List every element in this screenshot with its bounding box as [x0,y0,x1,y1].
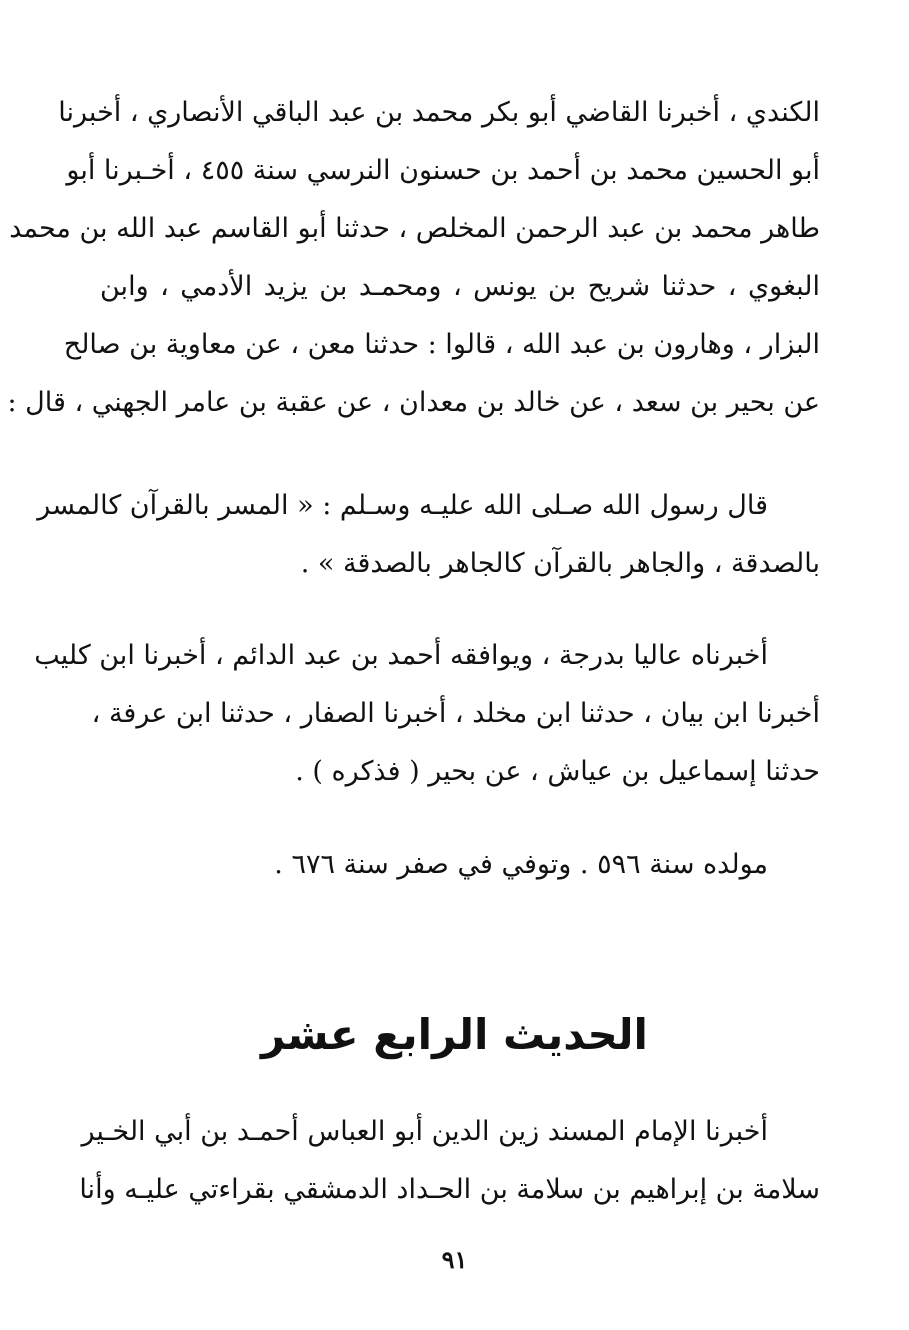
text-line: أخبرنا الإمام المسند زين الدين أبو العباس أحمـد بن أبي الخـير [81,1116,768,1147]
text-line: أخبرناه عاليا بدرجة ، ويوافقه أحمد بن عبد الدائم ، أخبرنا ابن كليب [34,640,768,671]
text-line: حدثنا إسماعيل بن عياش ، عن بحير ( فذكره ) . [295,756,820,787]
paragraph-alternate-chain [34,627,820,801]
text-line: البغوي ، حدثنا شريح بن يونس ، ومحمـد بن يزيد الأدمي ، وابن [100,271,820,302]
text-line: البزار ، وهارون بن عبد الله ، قالوا : حدثنا معن ، عن معاوية بن صالح [63,329,820,360]
text-line: قال رسول الله صـلى الله عليـه وسـلم : « المسر بالقرآن كالمسر [37,490,768,521]
text-line: بالصدقة ، والجاهر بالقرآن كالجاهر بالصدقة » . [300,548,820,579]
section-heading: الحديث الرابع عشر [261,1010,648,1059]
text-line: سلامة بن إبراهيم بن سلامة بن الحـداد الدمشقي بقراءتي عليـه وأنا [79,1174,820,1205]
text-line: أبو الحسين محمد بن أحمد بن حسنون النرسي سنة ٤٥٥ ، أخـبرنا أبو [66,155,820,186]
text-line: الكندي ، أخبرنا القاضي أبو بكر محمد بن عبد الباقي الأنصاري ، أخبرنا [58,97,820,128]
text-line: أخبرنا ابن بيان ، حدثنا ابن مخلد ، أخبرنا الصفار ، حدثنا ابن عرفة ، [91,698,820,729]
paragraph-hadith-text [37,477,820,593]
paragraph-after-heading [79,1103,820,1219]
paragraph-isnad-chain [7,84,820,432]
text-line: طاهر محمد بن عبد الرحمن المخلص ، حدثنا أبو القاسم عبد الله بن محمد [9,213,820,244]
text-line: مولده سنة ٥٩٦ . وتوفي في صفر سنة ٦٧٦ . [274,849,768,880]
page-number: ٩١ [441,1245,468,1274]
text-line: عن بحير بن سعد ، عن خالد بن معدان ، عن عقبة بن عامر الجهني ، قال : [7,387,820,418]
paragraph-birth-death [100,836,820,894]
